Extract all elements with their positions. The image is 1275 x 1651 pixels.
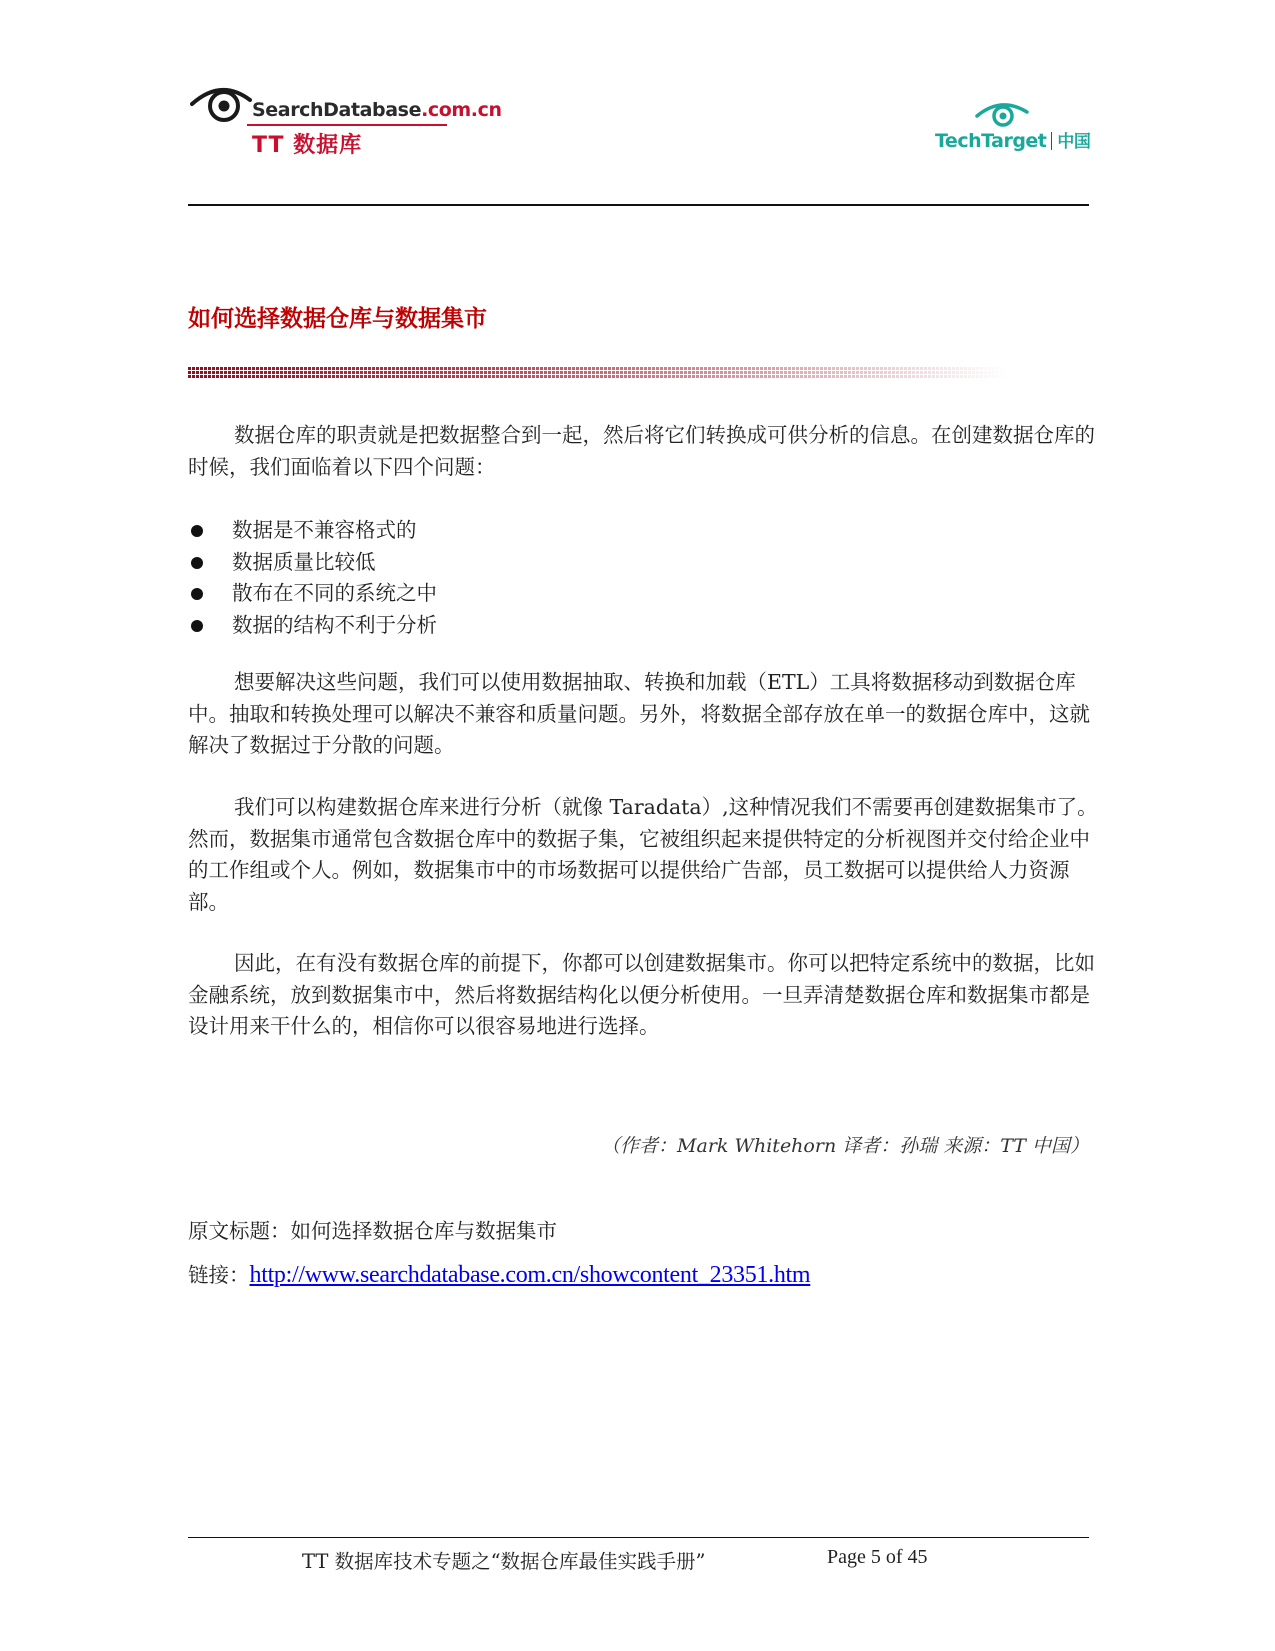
etl-paragraph: 想要解决这些问题，我们可以使用数据抽取、转换和加载（ETL）工具将数据移动到数据仓库中。抽取和转换处理可以解决不兼容和质量问题。另外，将数据全部存放在单一的数据仓库中，这就解决了数据过于分散的问题。 bbox=[188, 670, 1090, 757]
techtarget-wordmark: TechTarget 中国 bbox=[935, 130, 1091, 152]
article-title: 如何选择数据仓库与数据集市 bbox=[188, 305, 487, 332]
problem-list bbox=[188, 515, 437, 641]
footer-rule bbox=[188, 1537, 1089, 1538]
bullet-icon bbox=[191, 557, 203, 569]
page-number: Page 5 of 45 bbox=[827, 1546, 928, 1568]
conclusion-paragraph: 因此，在有没有数据仓库的前提下，你都可以创建数据集市。你可以把特定系统中的数据，比如金融系统，放到数据集市中，然后将数据结构化以便分析使用。一旦弄清楚数据仓库和数据集市都是设计用来干什么的，相信你可以很容易地进行选择。 bbox=[188, 951, 1095, 1038]
original-title-line: 原文标题：如何选择数据仓库与数据集市 bbox=[188, 1219, 557, 1243]
searchdatabase-logo bbox=[190, 84, 502, 160]
techtarget-logo bbox=[935, 100, 1091, 160]
eye-icon bbox=[973, 100, 1033, 128]
list-item: 散布在不同的系统之中 bbox=[188, 578, 437, 610]
header-rule bbox=[188, 204, 1089, 206]
footer-doc-title: TT 数据库技术专题之“数据仓库最佳实践手册” bbox=[302, 1550, 706, 1573]
list-item: 数据质量比较低 bbox=[188, 547, 437, 579]
source-link[interactable]: http://www.searchdatabase.com.cn/showcontent_23351.htm bbox=[249, 1262, 811, 1288]
bullet-icon bbox=[191, 525, 203, 537]
intro-paragraph: 数据仓库的职责就是把数据整合到一起，然后将它们转换成可供分析的信息。在创建数据仓库的时候，我们面临着以下四个问题： bbox=[188, 423, 1095, 479]
title-dotted-divider bbox=[188, 366, 1008, 378]
bullet-icon bbox=[191, 620, 203, 632]
eye-icon bbox=[190, 84, 252, 124]
byline: （作者：Mark Whitehorn 译者：孙瑞 来源：TT 中国） bbox=[601, 1135, 1089, 1157]
bullet-icon bbox=[191, 588, 203, 600]
list-item: 数据是不兼容格式的 bbox=[188, 515, 437, 547]
datamart-paragraph: 我们可以构建数据仓库来进行分析（就像 Taradata）,这种情况我们不需要再创建数据集市了。然而，数据集市通常包含数据仓库中的数据子集，它被组织起来提供特定的分析视图并交付给企业中的工作组或个人。例如，数据集市中的市场数据可以提供给广告部，员工数据可以提供给人力资源部。 bbox=[188, 795, 1098, 914]
source-link-line: 链接：http://www.searchdatabase.com.cn/showcontent_23351.htm bbox=[188, 1262, 811, 1288]
brand-name: SearchDatabase.com.cn bbox=[252, 99, 502, 121]
brand-underline bbox=[247, 124, 447, 126]
brand-subtitle: TT 数据库 bbox=[252, 133, 363, 158]
list-item: 数据的结构不利于分析 bbox=[188, 610, 437, 642]
